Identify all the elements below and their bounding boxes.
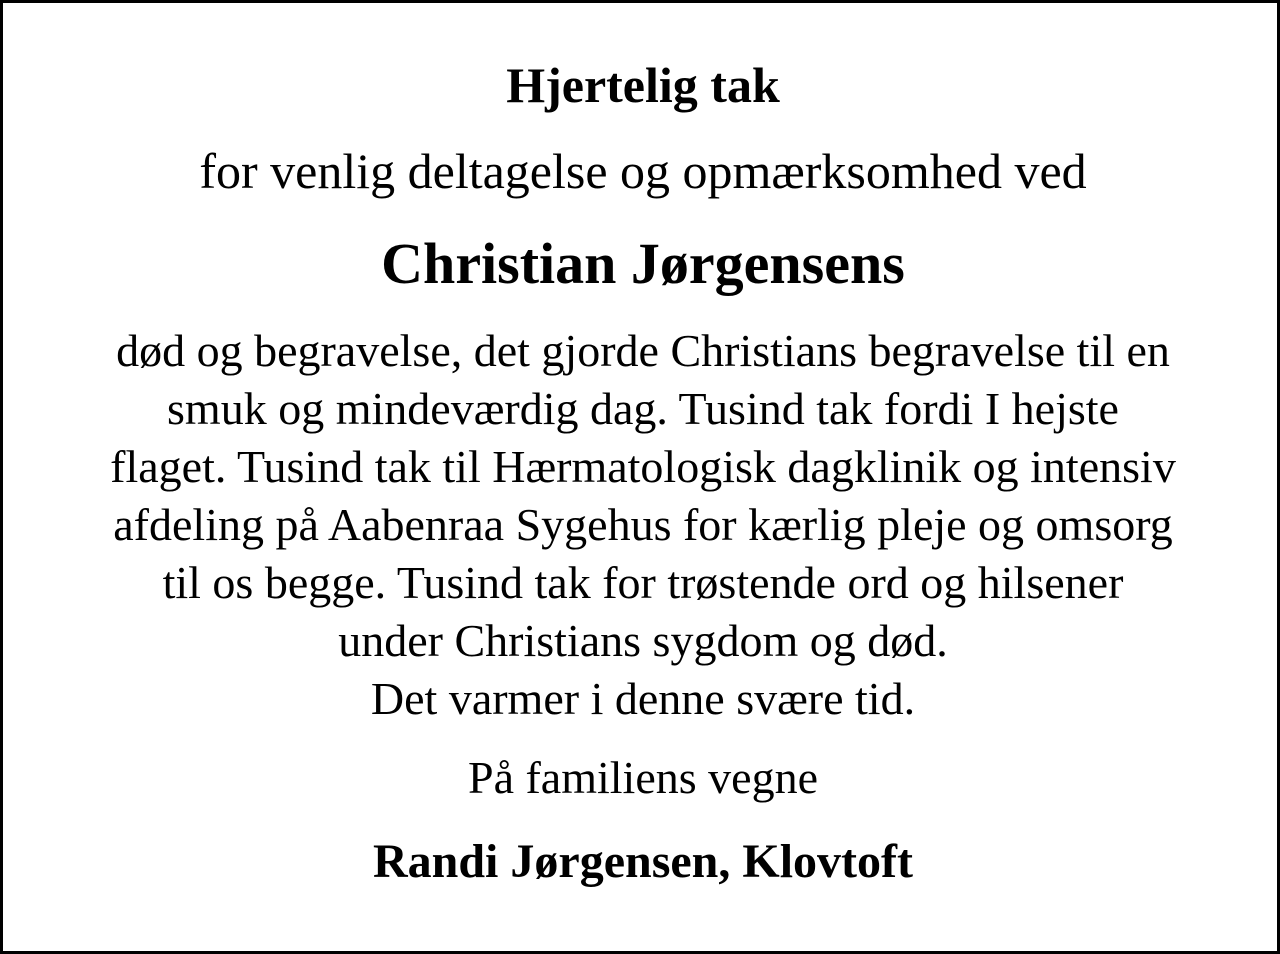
body-line: død og begravelse, det gjorde Christians begravelse til en: [116, 325, 1170, 376]
body-line: flaget. Tusind tak til Hærmatologisk dagklinik og intensiv: [110, 441, 1176, 492]
body-line: til os begge. Tusind tak for trøstende ord og hilsener: [162, 557, 1124, 608]
body-line: afdeling på Aabenraa Sygehus for kærlig pleje og omsorg: [113, 499, 1173, 550]
notice-title: Hjertelig tak: [506, 57, 780, 113]
notice-intro: for venlig deltagelse og opmærksomhed ved: [199, 143, 1087, 199]
body-line: smuk og mindeværdig dag. Tusind tak fordi I hejste: [167, 383, 1119, 434]
closing-text: På familiens vegne: [467, 752, 818, 803]
notice-body: [3, 322, 1280, 728]
deceased-name: Christian Jørgensens: [381, 231, 905, 296]
body-line: under Christians sygdom og død.: [338, 615, 948, 666]
body-line: Det varmer i denne svære tid.: [370, 673, 916, 724]
signature: Randi Jørgensen, Klovtoft: [373, 835, 913, 888]
